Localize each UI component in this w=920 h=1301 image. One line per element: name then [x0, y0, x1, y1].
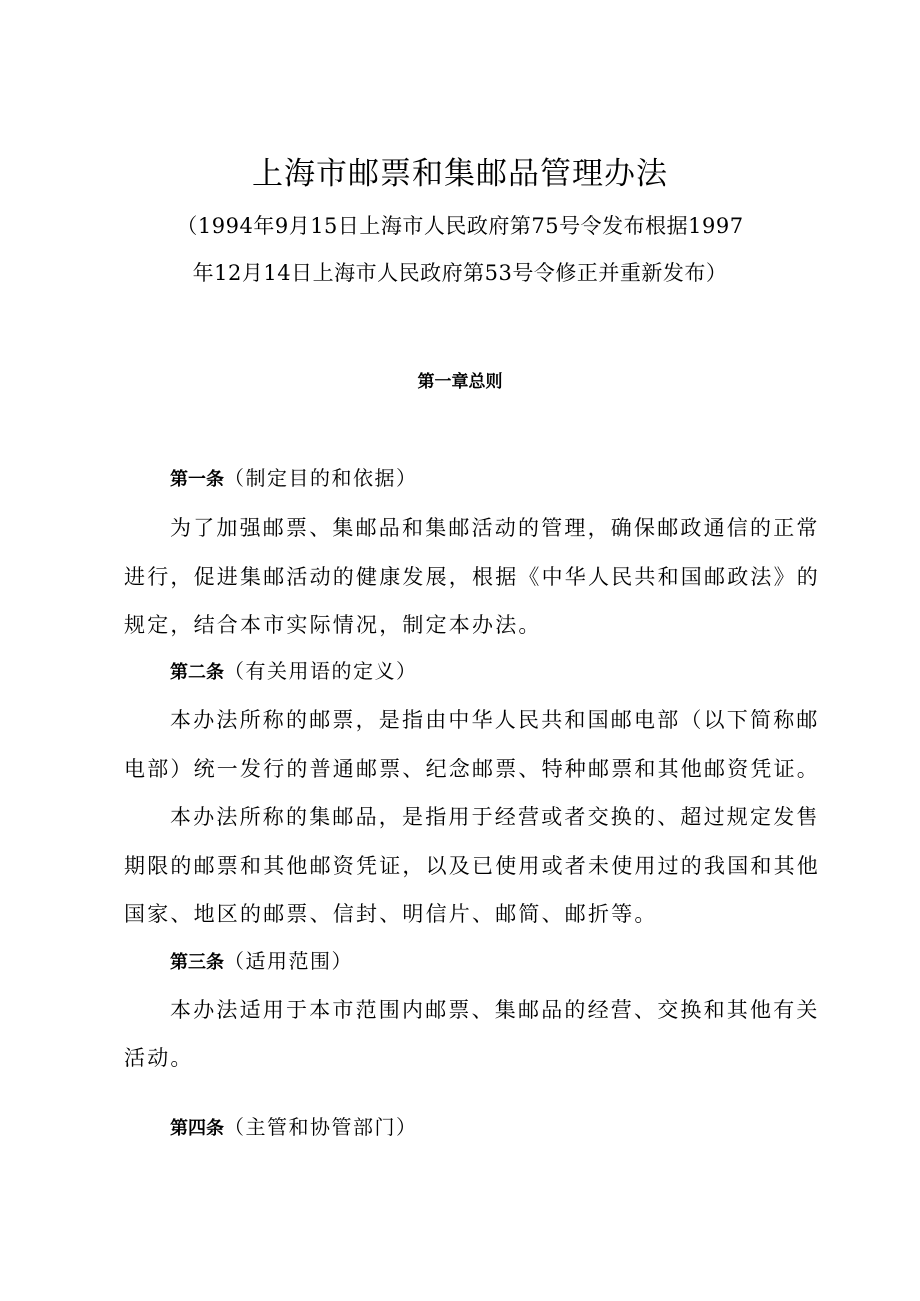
article-4-number: 第四条	[170, 1118, 224, 1139]
article-1-heading	[170, 463, 814, 495]
document-subtitle-line-2: 年12月14日上海市人民政府第53号令修正并重新发布）	[192, 261, 728, 285]
paragraph-line: 期限的邮票和其他邮资凭证，以及已使用或者未使用过的我国和其他	[124, 854, 820, 878]
paragraph-line: 活动。	[124, 1046, 194, 1070]
article-2-number: 第二条	[170, 662, 224, 683]
article-2-subject: （有关用语的定义）	[224, 659, 418, 683]
article-3-subject: （适用范围）	[224, 949, 353, 973]
article-1-number: 第一条	[170, 469, 224, 490]
article-3-heading	[170, 946, 814, 978]
paragraph-line: 本办法所称的集邮品，是指用于经营或者交换的、超过规定发售	[170, 805, 820, 829]
document-subtitle-line-1: （1994年9月15日上海市人民政府第75号令发布根据1997	[176, 214, 744, 238]
article-4-heading	[170, 1112, 814, 1144]
paragraph-line: 为了加强邮票、集邮品和集邮活动的管理，确保邮政通信的正常	[170, 516, 820, 540]
article-1-subject: （制定目的和依据）	[224, 466, 418, 490]
chapter-heading: 第一章总则	[417, 372, 503, 392]
paragraph-line: 本办法所称的邮票，是指由中华人民共和国邮电部（以下简称邮	[170, 708, 820, 732]
article-3-number: 第三条	[170, 952, 224, 973]
article-2-heading	[170, 656, 814, 688]
paragraph-line: 电部）统一发行的普通邮票、纪念邮票、特种邮票和其他邮资凭证。	[124, 757, 820, 781]
paragraph-line: 本办法适用于本市范围内邮票、集邮品的经营、交换和其他有关	[170, 998, 820, 1022]
paragraph-line: 规定，结合本市实际情况，制定本办法。	[124, 613, 542, 637]
paragraph-line: 国家、地区的邮票、信封、明信片、邮简、邮折等。	[124, 902, 658, 926]
paragraph-line: 进行，促进集邮活动的健康发展，根据《中华人民共和国邮政法》的	[124, 565, 820, 589]
article-4-subject: （主管和协管部门）	[224, 1115, 418, 1139]
document-title: 上海市邮票和集邮品管理办法	[252, 156, 668, 192]
